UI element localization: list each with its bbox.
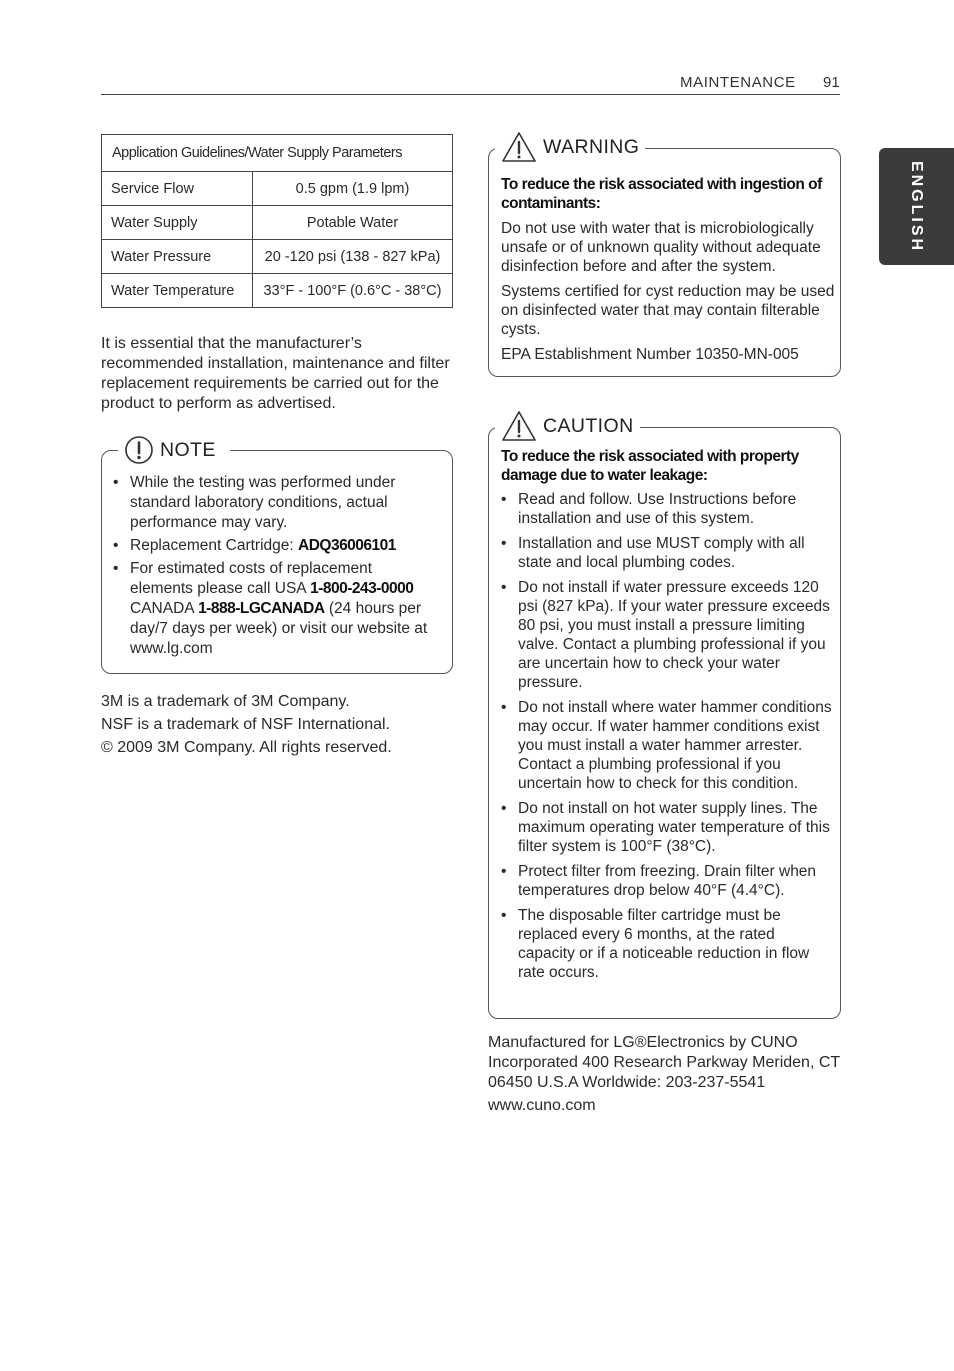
water-supply-parameters-table bbox=[101, 134, 453, 308]
caution-box bbox=[488, 414, 841, 1019]
canada-phone: 1-888-LGCANADA bbox=[198, 600, 325, 617]
list-item: • Protect filter from freezing. Drain filter when temperatures drop below 40°F (4.4°C). bbox=[501, 862, 835, 900]
table-header-row bbox=[102, 135, 453, 172]
table-row bbox=[102, 172, 453, 206]
trademark-notices bbox=[101, 690, 461, 759]
list-item: • Do not install if water pressure exceeds 120 psi (827 kPa). If your water pressure exceeds 80 psi, you must install a pressure limiting valve. Contact a plumbing professional if you are uncertain how to check your water pressure. bbox=[501, 578, 835, 692]
warning-paragraph: Systems certified for cyst reduction may be used on disinfected water that may contain filterable cysts. bbox=[501, 283, 835, 338]
warning-subtitle: To reduce the risk associated with ingestion of contaminants: bbox=[501, 176, 822, 212]
list-item: • The disposable filter cartridge must be replaced every 6 months, at the rated capacity or if a noticeable reduction in flow rate occurs. bbox=[501, 906, 835, 982]
warning-header bbox=[495, 131, 645, 163]
warning-triangle-icon bbox=[501, 131, 537, 163]
manufacturer-text: Manufactured for LG®Electronics by CUNO Incorporated 400 Research Parkway Meriden, CT 06450 U.S.A Worldwide: 203-237-5541 bbox=[488, 1034, 840, 1091]
header-divider bbox=[101, 94, 840, 95]
note-box bbox=[101, 438, 453, 674]
usa-phone: 1-800-243-0000 bbox=[310, 580, 414, 597]
row-value: 20 -120 psi (138 - 827 kPa) bbox=[253, 240, 453, 274]
caution-header bbox=[495, 410, 640, 442]
row-value: Potable Water bbox=[253, 206, 453, 240]
list-item: • For estimated costs of replacement elements please call USA 1-800-243-0000 CANADA 1-888-LGCANADA (24 hours per day/7 days per week) or visit our website at www.lg.com bbox=[113, 559, 439, 659]
language-tab bbox=[879, 148, 954, 265]
list-item: • While the testing was performed under standard laboratory conditions, actual performance may vary. bbox=[113, 473, 439, 533]
page-number: 91 bbox=[823, 74, 840, 91]
table-row bbox=[102, 206, 453, 240]
warning-box bbox=[488, 135, 841, 377]
table-row bbox=[102, 274, 453, 308]
epa-number: EPA Establishment Number 10350-MN-005 bbox=[501, 346, 799, 363]
note-header bbox=[118, 435, 230, 465]
row-label: Water Temperature bbox=[102, 274, 253, 308]
cartridge-part-number: ADQ36006101 bbox=[298, 537, 396, 554]
intro-paragraph: It is essential that the manufacturer’s recommended installation, maintenance and filter replacement requirements be carried out for the product to perform as advertised. bbox=[101, 335, 450, 412]
copyright-line: © 2009 3M Company. All rights reserved. bbox=[101, 739, 392, 756]
table-row bbox=[102, 240, 453, 274]
row-label: Water Supply bbox=[102, 206, 253, 240]
list-item: • Do not install on hot water supply lines. The maximum operating water temperature of this filter system is 100°F (38°C). bbox=[501, 799, 835, 856]
row-value: 0.5 gpm (1.9 lpm) bbox=[253, 172, 453, 206]
list-item: • Read and follow. Use Instructions before installation and use of this system. bbox=[501, 490, 835, 528]
section-title: MAINTENANCE bbox=[680, 74, 796, 91]
manufacturer-info bbox=[488, 1033, 840, 1116]
list-item: • Installation and use MUST comply with all state and local plumbing codes. bbox=[501, 534, 835, 572]
warning-title: WARNING bbox=[543, 135, 640, 158]
caution-title: CAUTION bbox=[543, 414, 634, 437]
trademark-line: 3M is a trademark of 3M Company. bbox=[101, 693, 350, 710]
exclamation-circle-icon bbox=[124, 435, 154, 465]
caution-list bbox=[501, 490, 835, 982]
caution-subtitle: To reduce the risk associated with property damage due to water leakage: bbox=[501, 448, 799, 484]
warning-paragraph: Do not use with water that is microbiologically unsafe or of unknown quality without adequate disinfection before and after the system. bbox=[501, 220, 821, 275]
list-item: • Replacement Cartridge: ADQ36006101 bbox=[113, 536, 439, 556]
row-value: 33°F - 100°F (0.6°C - 38°C) bbox=[253, 274, 453, 308]
list-item: • Do not install where water hammer conditions may occur. If water hammer conditions exist you must install a water hammer arrester. Contact a plumbing professional if you uncertain how to check for this condition. bbox=[501, 698, 835, 793]
table-title: Application Guidelines/Water Supply Parameters bbox=[102, 135, 453, 172]
manufacturer-website: www.cuno.com bbox=[488, 1097, 596, 1114]
note-title: NOTE bbox=[160, 438, 216, 461]
trademark-line: NSF is a trademark of NSF International. bbox=[101, 716, 390, 733]
caution-triangle-icon bbox=[501, 410, 537, 442]
row-label: Service Flow bbox=[102, 172, 253, 206]
row-label: Water Pressure bbox=[102, 240, 253, 274]
note-list bbox=[113, 473, 439, 659]
language-tab-label: ENGLISH bbox=[908, 160, 926, 253]
